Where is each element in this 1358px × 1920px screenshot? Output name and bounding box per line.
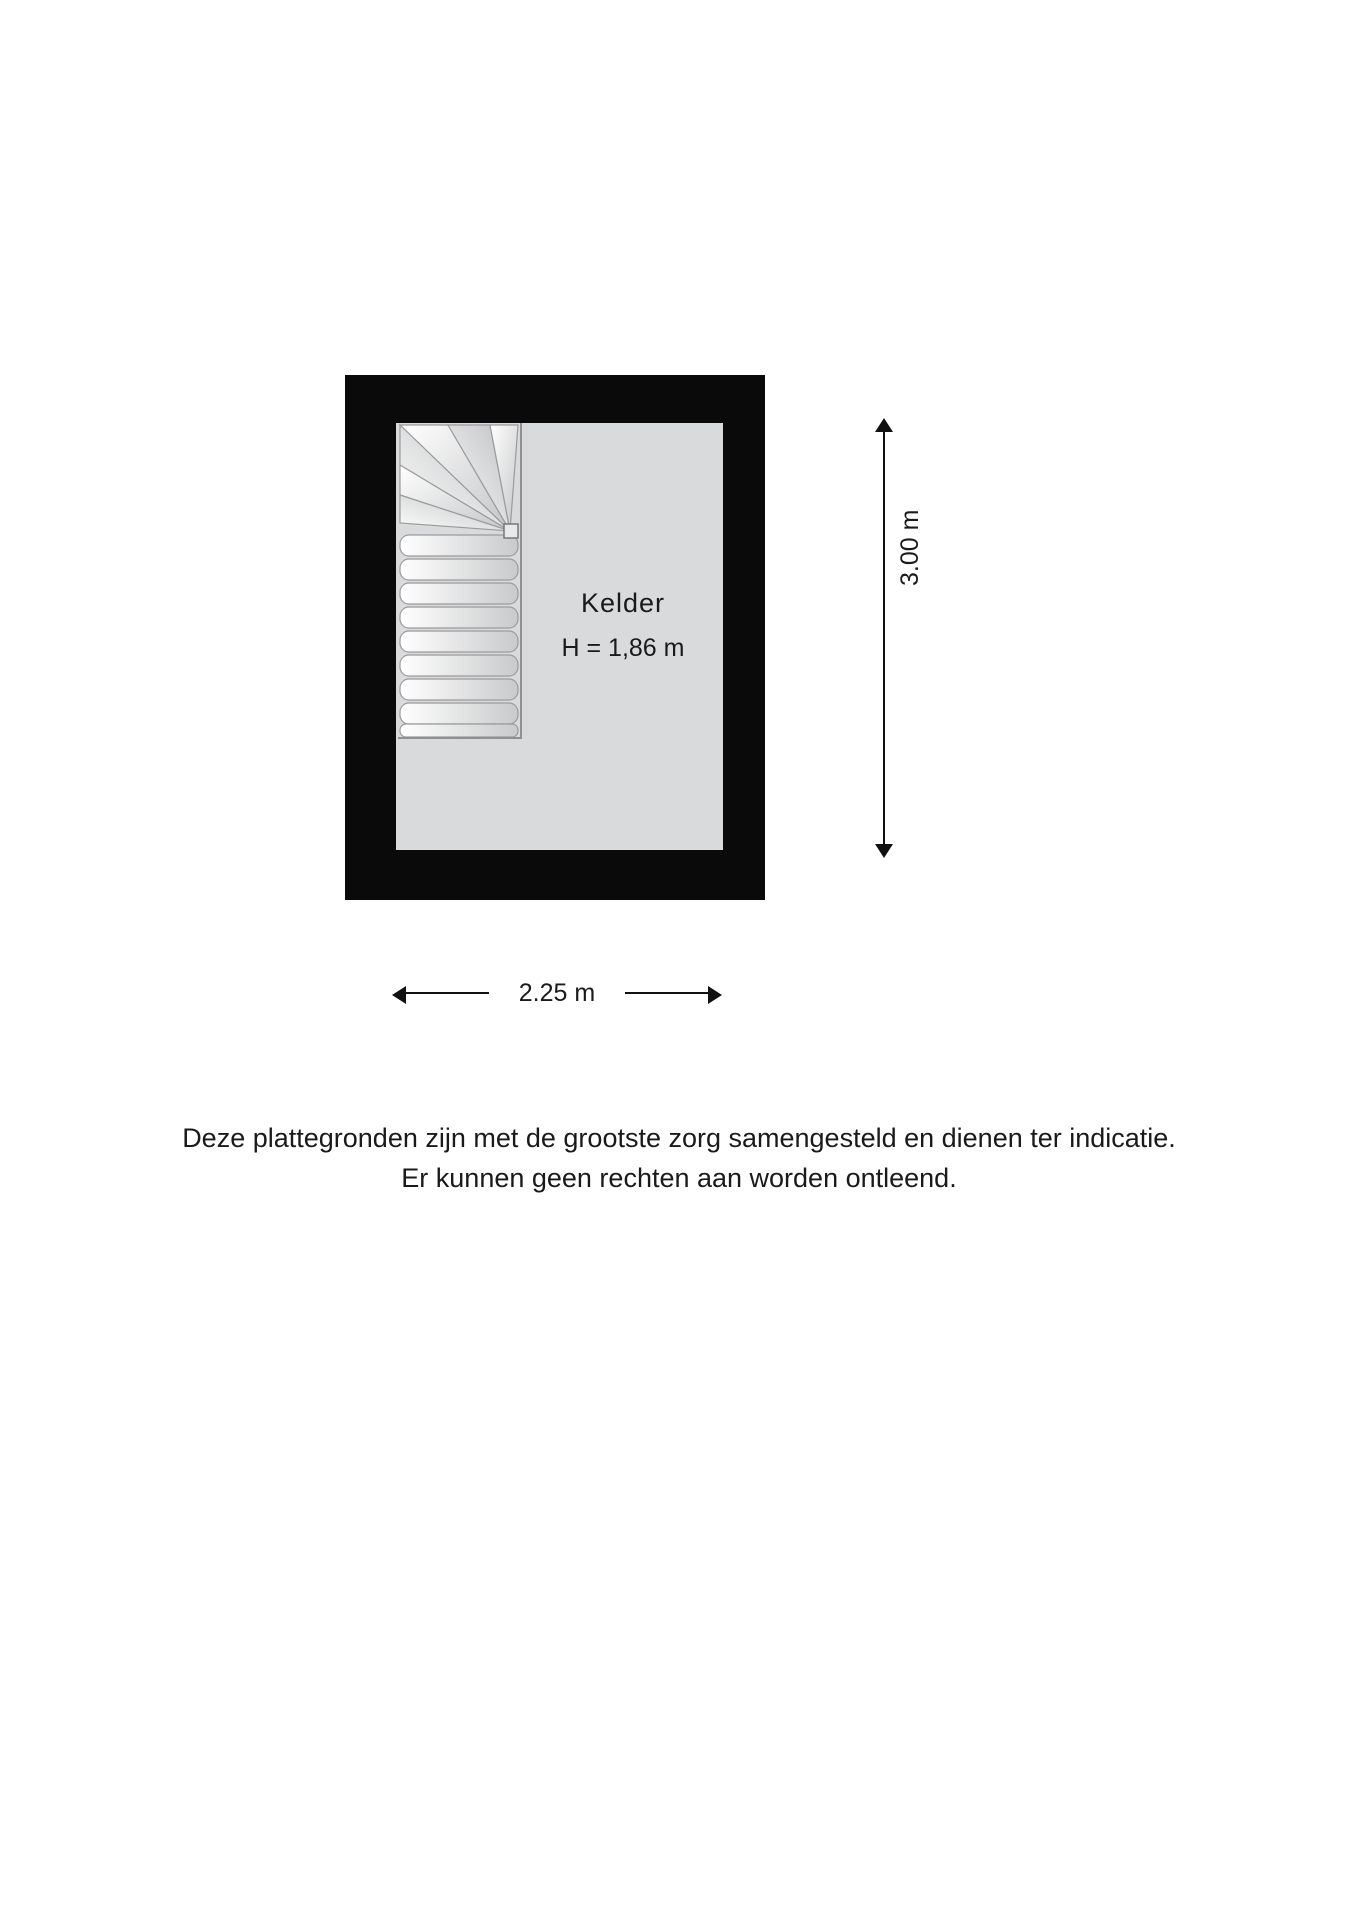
dimension-vertical-label: 3.00 m <box>896 509 924 586</box>
staircase-icon <box>398 423 522 739</box>
dimension-vertical <box>862 418 922 858</box>
dimension-horizontal <box>392 975 722 1029</box>
room-height-label: H = 1,86 m <box>561 634 685 662</box>
disclaimer <box>0 1118 1358 1198</box>
room-name-label: Kelder <box>580 588 666 618</box>
arrow-down-icon <box>875 844 893 858</box>
dimension-horizontal-label: 2.25 m <box>489 975 625 1011</box>
dimension-line-vertical <box>883 426 885 850</box>
disclaimer-line-1: Deze plattegronden zijn met de grootste zorg samengesteld en dienen ter indicatie. <box>182 1123 1176 1153</box>
arrow-left-icon <box>392 986 406 1004</box>
arrow-right-icon <box>708 986 722 1004</box>
disclaimer-line-2: Er kunnen geen rechten aan worden ontleend. <box>401 1163 957 1193</box>
